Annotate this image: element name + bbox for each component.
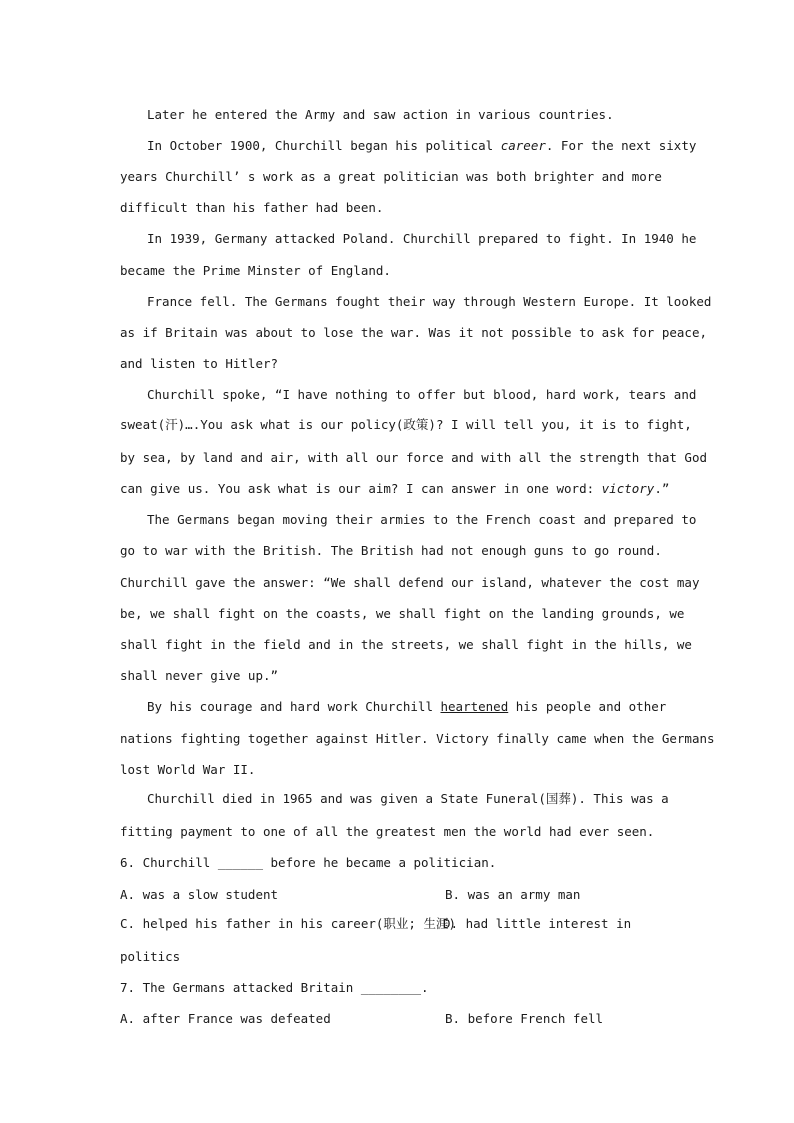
passage-line <box>120 450 707 466</box>
option-text: D. had little interest in <box>443 916 632 931</box>
question-7-option-a[interactable] <box>120 1011 331 1027</box>
passage-line <box>147 387 696 403</box>
passage-line <box>147 294 711 310</box>
passage-text: . For the next sixty <box>545 138 697 153</box>
question-6-option-a[interactable] <box>120 887 278 903</box>
passage-line <box>147 512 696 528</box>
question-6-option-b[interactable] <box>445 887 580 903</box>
passage-text: France fell. The Germans fought their way through Western Europe. It looked <box>147 294 712 309</box>
passage-text: In 1939, Germany attacked Poland. Churchill prepared to fight. In 1940 he <box>147 231 697 246</box>
passage-text: lost World War II. <box>120 762 256 777</box>
passage-text: shall never give up.” <box>120 668 279 683</box>
passage-line <box>120 824 654 840</box>
passage-text: The Germans began moving their armies to the French coast and prepared to <box>147 512 697 527</box>
passage-line <box>120 325 707 341</box>
passage-text: Churchill spoke, “I have nothing to offer but blood, hard work, tears and <box>147 387 697 402</box>
passage-text: sweat(汗)….You ask what is our policy(政策)? I will tell you, it is to fight, <box>120 417 692 432</box>
question-6-option-d[interactable] <box>443 916 631 932</box>
passage-text: go to war with the British. The British had not enough guns to go round. <box>120 543 662 558</box>
passage-line <box>120 762 255 778</box>
passage-text: by sea, by land and air, with all our force and with all the strength that God <box>120 450 707 465</box>
passage-text: difficult than his father had been. <box>120 200 384 215</box>
question-text: 7. The Germans attacked Britain ________. <box>120 980 429 995</box>
passage-text: be, we shall fight on the coasts, we shall fight on the landing grounds, we <box>120 606 685 621</box>
passage-text: and listen to Hitler? <box>120 356 279 371</box>
passage-line <box>120 731 715 747</box>
question-6-stem <box>120 855 496 871</box>
question-6-option-d-continued <box>120 949 180 965</box>
question-7-stem <box>120 980 429 996</box>
passage-line <box>120 575 699 591</box>
option-text: C. helped his father in his career(职业; 生涯) <box>120 916 456 931</box>
question-text: 6. Churchill ______ before he became a politician. <box>120 855 497 870</box>
passage-text: Churchill died in 1965 and was given a State Funeral(国葬). This was a <box>147 791 669 806</box>
passage-line <box>120 637 692 653</box>
passage-line <box>120 200 383 216</box>
passage-text: Later he entered the Army and saw action in various countries. <box>147 107 614 122</box>
passage-text: .” <box>654 481 670 496</box>
passage-text: shall fight in the field and in the streets, we shall fight in the hills, we <box>120 637 692 652</box>
option-text: A. was a slow student <box>120 887 279 902</box>
passage-text: fitting payment to one of all the greatest men the world had ever seen. <box>120 824 655 839</box>
passage-text: years Churchill’ s work as a great politician was both brighter and more <box>120 169 662 184</box>
passage-text: became the Prime Minster of England. <box>120 263 391 278</box>
passage-line <box>120 481 669 497</box>
passage-line <box>120 356 278 372</box>
passage-text: Churchill gave the answer: “We shall defend our island, whatever the cost may <box>120 575 700 590</box>
passage-line <box>120 169 662 185</box>
underlined-word-heartened: heartened <box>440 699 509 714</box>
passage-line <box>120 543 662 559</box>
passage-line <box>120 668 278 684</box>
passage-line <box>147 699 666 715</box>
passage-line <box>120 263 391 279</box>
italic-word-victory: victory <box>601 481 655 496</box>
passage-text: nations fighting together against Hitler. Victory finally came when the Germans <box>120 731 715 746</box>
passage-text: In October 1900, Churchill began his political <box>147 138 501 153</box>
passage-line <box>147 791 669 807</box>
passage-line <box>120 606 684 622</box>
option-text: B. was an army man <box>445 887 581 902</box>
passage-text: his people and other <box>508 699 667 714</box>
passage-text: By his courage and hard work Churchill <box>147 699 441 714</box>
question-6-option-c[interactable] <box>120 916 456 932</box>
passage-text: as if Britain was about to lose the war. Was it not possible to ask for peace, <box>120 325 707 340</box>
question-7-option-b[interactable] <box>445 1011 603 1027</box>
passage-line <box>147 138 696 154</box>
option-text: politics <box>120 949 181 964</box>
passage-line <box>147 107 614 123</box>
passage-line <box>147 231 696 247</box>
option-text: B. before French fell <box>445 1011 604 1026</box>
italic-word-career: career <box>500 138 546 153</box>
passage-line <box>120 417 692 433</box>
option-text: A. after France was defeated <box>120 1011 331 1026</box>
passage-text: can give us. You ask what is our aim? I can answer in one word: <box>120 481 602 496</box>
